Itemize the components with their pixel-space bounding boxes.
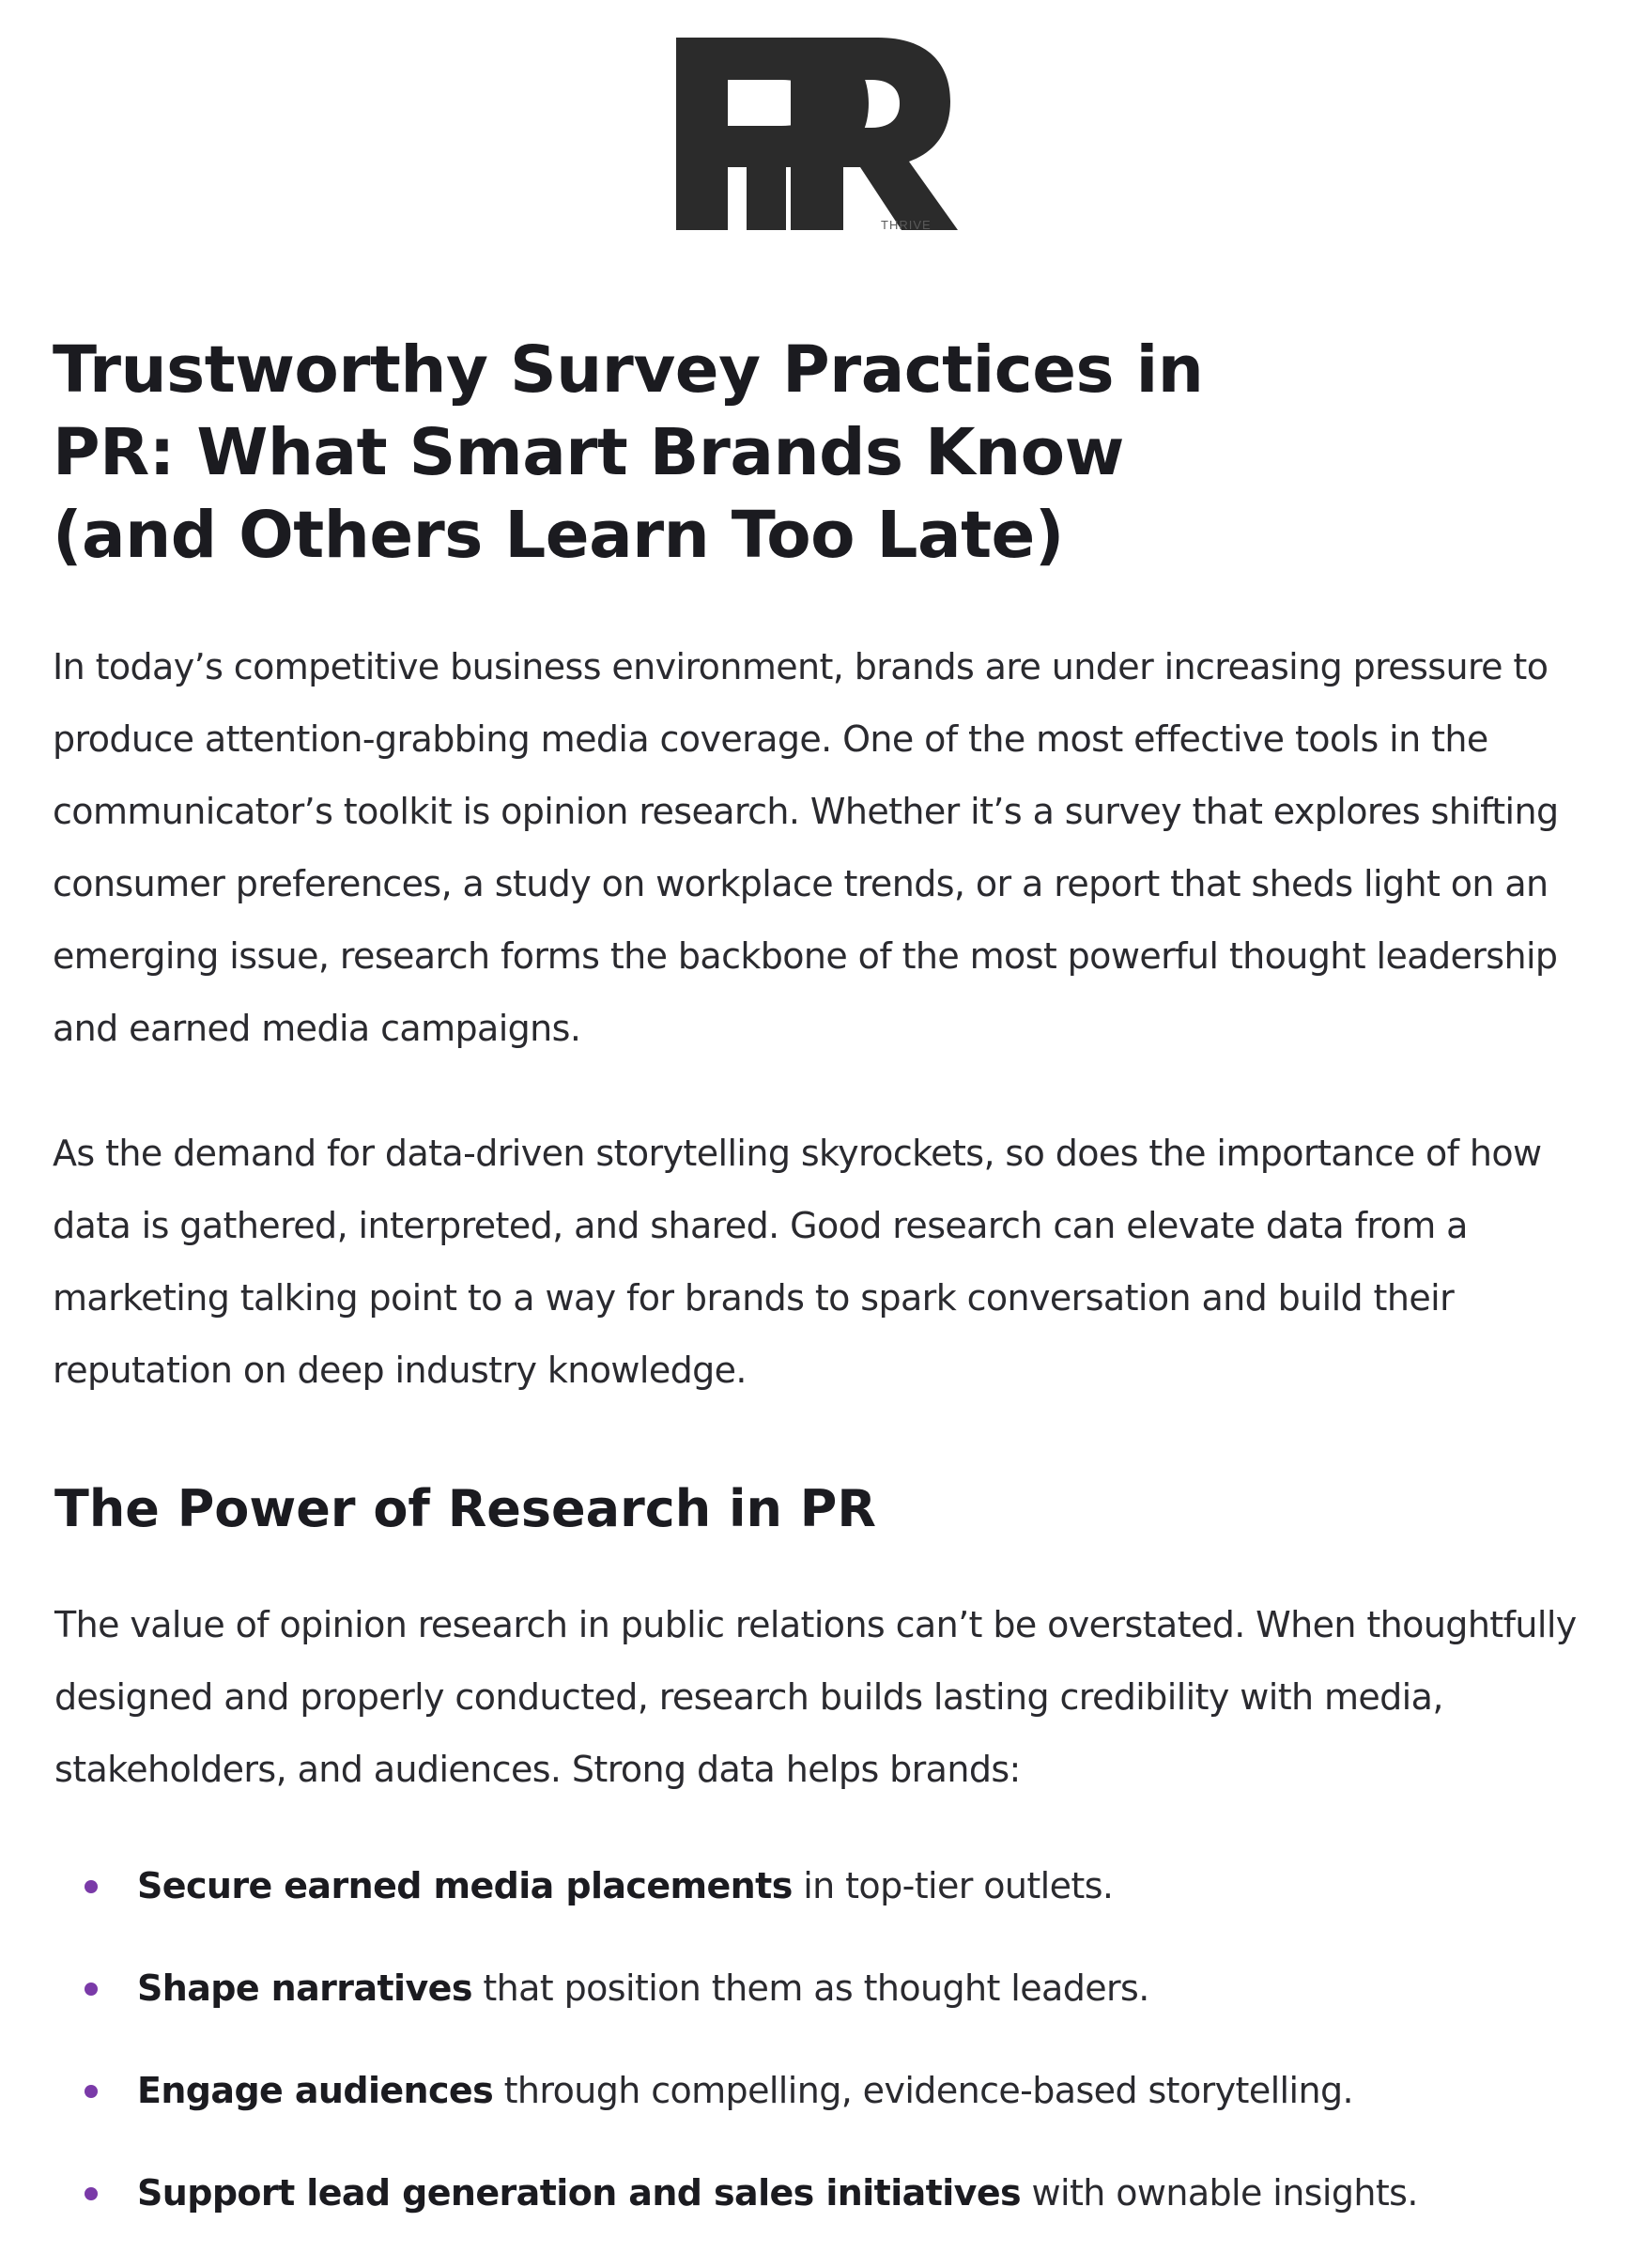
brand-logo[interactable] — [676, 38, 967, 244]
list-item-text: that position them as thought leaders. — [471, 1967, 1149, 2009]
list-item — [53, 2166, 1611, 2220]
bullet-dot-icon — [85, 2085, 98, 2098]
bullet-dot-icon — [85, 2187, 98, 2200]
bullet-dot-icon — [85, 1983, 98, 1996]
list-item-text: through compelling, evidence-based storytelling. — [493, 2070, 1353, 2111]
logo-tagline: THRIVE — [881, 218, 932, 232]
list-item — [53, 1961, 1611, 2015]
data-storytelling-paragraph: As the demand for data-driven storytelling skyrockets, so does the importance of how data is gathered, interpreted, and shared. Good research can elevate data from a marketing talking point to a way for brands to spark conversation and build their reputation on deep industry knowledge. — [53, 1133, 1542, 1391]
bullet-dot-icon — [85, 1880, 98, 1893]
intro-paragraph: In today’s competitive business environment, brands are under increasing pressure to produce attention-grabbing media coverage. One of the most effective tools in the communicator’s toolkit is opinion research. Whether it’s a survey that explores shifting consumer preferences, a study on workplace trends, or a report that sheds light on an emerging issue, research forms the backbone of the most powerful thought leadership and earned media campaigns. — [53, 646, 1559, 1049]
benefits-list — [53, 1859, 1611, 2220]
list-item-text: in top-tier outlets. — [792, 1865, 1114, 1906]
list-item-bold: Engage audiences — [137, 2070, 494, 2111]
section-heading: The Power of Research in PR — [54, 1479, 876, 1538]
list-item — [53, 1859, 1611, 1913]
list-item-bold: Support lead generation and sales initiatives — [137, 2172, 1022, 2214]
list-item — [53, 2063, 1611, 2118]
article-title: Trustworthy Survey Practices in PR: What Smart Brands Know (and Others Learn Too Late) — [53, 332, 1204, 573]
section-intro-paragraph: The value of opinion research in public relations can’t be overstated. When thoughtfully designed and properly conducted, research builds lasting credibility with media, stakeholders, and audiences. Strong data helps brands: — [54, 1604, 1577, 1790]
list-item-bold: Secure earned media placements — [137, 1865, 793, 1906]
pr-thrive-logo-icon — [676, 38, 967, 244]
list-item-bold: Shape narratives — [137, 1967, 472, 2009]
list-item-text: with ownable insights. — [1021, 2172, 1418, 2214]
article-body — [53, 329, 1611, 2268]
